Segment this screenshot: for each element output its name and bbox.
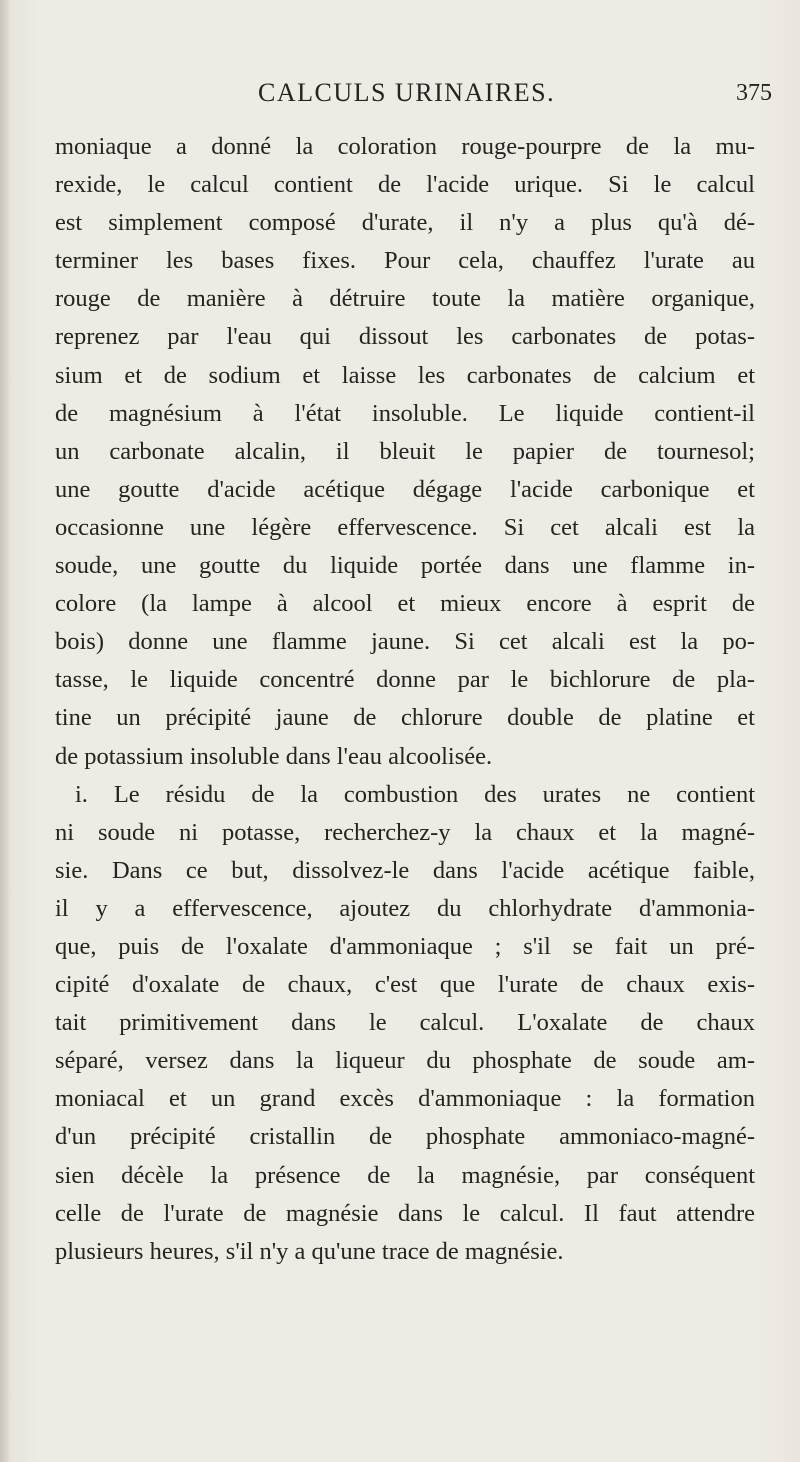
- body-text: [55, 128, 755, 1271]
- text-line: plusieurs heures, s'il n'y a qu'une trace de magnésie.: [55, 1237, 564, 1265]
- text-line: ni soude ni potasse, recherchez-y la chaux et la magné-: [55, 818, 755, 846]
- text-line: moniaque a donné la coloration rouge-pourpre de la mu-: [55, 133, 755, 160]
- text-line: colore (la lampe à alcool et mieux encore à esprit de: [55, 590, 755, 618]
- text-line: moniacal et un grand excès d'ammoniaque : la formation: [55, 1085, 755, 1113]
- text-line: que, puis de l'oxalate d'ammoniaque ; s'il se fait un pré-: [55, 932, 755, 960]
- text-line: terminer les bases fixes. Pour cela, chauffez l'urate au: [55, 247, 755, 275]
- text-line: bois) donne une flamme jaune. Si cet alcali est la po-: [55, 628, 755, 656]
- text-line: reprenez par l'eau qui dissout les carbonates de potas-: [55, 323, 755, 351]
- text-line: un carbonate alcalin, il bleuit le papier de tournesol;: [55, 437, 755, 465]
- page-gutter-shadow: [0, 0, 10, 1462]
- text-line: séparé, versez dans la liqueur du phosphate de soude am-: [55, 1047, 755, 1075]
- text-line: tine un précipité jaune de chlorure double de platine et: [55, 704, 755, 732]
- running-head-title: CALCULS URINAIRES.: [258, 78, 556, 107]
- text-line: tait primitivement dans le calcul. L'oxalate de chaux: [55, 1009, 755, 1037]
- text-line: rouge de manière à détruire toute la matière organique,: [55, 285, 755, 313]
- text-line: occasionne une légère effervescence. Si cet alcali est la: [55, 513, 755, 541]
- page-number: 375: [736, 80, 772, 106]
- text-line: celle de l'urate de magnésie dans le calcul. Il faut attendre: [55, 1199, 755, 1227]
- text-line: cipité d'oxalate de chaux, c'est que l'urate de chaux exis-: [55, 971, 755, 999]
- text-line: sium et de sodium et laisse les carbonates de calcium et: [55, 361, 755, 389]
- running-head: [0, 78, 800, 114]
- text-line: de potassium insoluble dans l'eau alcoolisée.: [55, 742, 493, 770]
- text-line: i. Le résidu de la combustion des urates ne contient: [75, 780, 755, 808]
- text-line: soude, une goutte du liquide portée dans une flamme in-: [55, 552, 755, 580]
- text-line: tasse, le liquide concentré donne par le bichlorure de pla-: [55, 666, 755, 694]
- text-line: une goutte d'acide acétique dégage l'acide carbonique et: [55, 475, 755, 503]
- text-line: d'un précipité cristallin de phosphate ammoniaco-magné-: [55, 1123, 755, 1151]
- text-line: sien décèle la présence de la magnésie, par conséquent: [55, 1161, 755, 1189]
- text-line: est simplement composé d'urate, il n'y a plus qu'à dé-: [55, 209, 755, 237]
- text-line: rexide, le calcul contient de l'acide urique. Si le calcul: [55, 171, 755, 199]
- text-line: de magnésium à l'état insoluble. Le liquide contient-il: [55, 399, 755, 427]
- text-line: sie. Dans ce but, dissolvez-le dans l'acide acétique faible,: [55, 856, 755, 884]
- text-line: il y a effervescence, ajoutez du chlorhydrate d'ammonia-: [55, 894, 755, 922]
